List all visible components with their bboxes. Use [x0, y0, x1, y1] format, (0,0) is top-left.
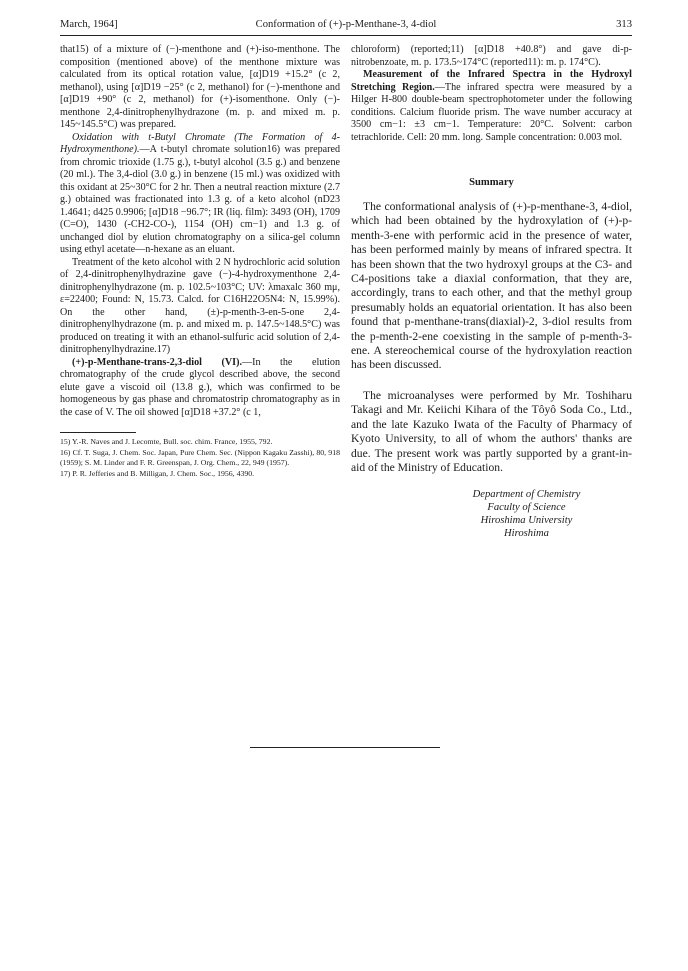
left-column [60, 44, 340, 479]
paragraph-chloroform-continuation: chloroform) (reported;11) [α]D18 +40.8°) and gave di-p-nitrobenzoate, m. p. 173.5~174°C (reported11): m. p. 174°C). [351, 44, 632, 68]
affiliation-university: Hiroshima University [480, 515, 573, 527]
paragraph-oxidation-body: —A t-butyl chromate solution16) was prepared from chromic trioxide (1.75 g.), t-butyl alcohol (3.5 g.) and benzene (20 ml.). The 3,4-diol (3.0 g.) in benzene (15 ml.) was oxidized with this oxidant at 25~30°C for 2 hr. Then a neutral reaction mixture (2.7 g.) obtained was fractionated into 1.3 g. of a keto alcohol (nD23 1.4641; d425 0.9906; [α]D18 −96.7°; IR (liq. film): 3493 (OH), 1709 (C=O), 1430 (-CH2-CO-), 1154 (OH) cm−1) and 1.3 g. of unchanged diol by elution chromatography on a silica-gel column using ethyl acetate—n-hexane as an eluant. [60, 144, 340, 255]
affiliation-city: Hiroshima [504, 528, 549, 540]
running-header [60, 19, 632, 36]
right-column [351, 44, 632, 540]
footnote-17: 17) P. R. Jefferies and B. Milligan, J. Chem. Soc., 1956, 4390. [60, 468, 255, 478]
header-article-title: Conformation of (+)-p-Menthane-3, 4-diol [255, 19, 437, 30]
paragraph-ir-measurement [351, 69, 632, 144]
footnote-16: 16) Cf. T. Suga, J. Chem. Soc. Japan, Pure Chem. Sec. (Nippon Kagaku Zasshi), 80, 918 (1959); S. M. Linder and F. R. Greenspan, J. Org. Chem., 22, 949 (1957). [60, 447, 340, 467]
paragraph-menthone-mixture: that15) of a mixture of (−)-menthone and (+)-iso-menthone. The composition (mentioned above) of the menthone mixture was calculated from its optical rotation value, [α]D19 +15.2° (c 2, methanol), using [α]D19 −25° (c 2, methanol) for (−)-menthone and [α]D19 +90° (c 2, methanol) for (+)-isomenthone. Only (−)-menthone 2,4-dinitrophenylhydrazone (m. p. and mixed m. p. 145~145.5°C) was prepared. [60, 44, 340, 130]
page-number: 313 [616, 19, 632, 30]
affiliation-faculty: Faculty of Science [487, 502, 566, 514]
footnote-rule [60, 432, 136, 433]
summary-heading: Summary [469, 177, 514, 188]
section-heading-ir-measurement: Measurement of the Infrared Spectra in the Hydroxyl Stretching Region. [351, 69, 632, 93]
article-end-rule [250, 747, 440, 748]
section-heading-trans-diol: (+)-p-Menthane-trans-2,3-diol (VI). [72, 356, 242, 368]
paragraph-keto-alcohol-treatment: Treatment of the keto alcohol with 2 N hydrochloric acid solution of 2,4-dinitrophenylhydrazine gave (−)-4-hydroxymenthone 2,4-dinitrophenylhydrazone (m. p. 102.5~103°C; UV: λmaxalc 360 mμ, ε=22400; Found: N, 15.73. Calcd. for C16H22O5N4: N, 15.99%). On the other hand, (±)-p-menth-3-en-5-one 2,4-dinitrophenylhydrazone (m. p. and mixed m. p. 147.5~148.5°C) was produced on treating it with an ethanol-sulfuric acid solution of 2,4-dinitrophenylhydrazine.17) [60, 256, 340, 355]
footnote-15: 15) Y.-R. Naves and J. Lecomte, Bull. soc. chim. France, 1955, 792. [60, 437, 273, 446]
header-issue-date: March, 1964] [60, 19, 118, 30]
paragraph-ir-measurement-body: —The infrared spectra were measured by a Hilger H-800 double-beam spectrophotometer under the following conditions. Calcium fluoride prism. The wave number accuracy at 3500 cm−1: ±3 cm−1. Temperature: 20°C. Solvent: carbon tetrachloride. Cell: 20 mm. long. Sample concentration: 0.003 mol. [351, 81, 632, 143]
paragraph-trans-diol [60, 357, 340, 420]
section-heading-oxidation: Oxidation with t-Butyl Chromate (The Formation of 4-Hydroxymenthone). [60, 131, 340, 155]
author-affiliation [351, 488, 632, 540]
paragraph-oxidation [60, 132, 340, 257]
acknowledgment-paragraph: The microanalyses were performed by Mr. Toshiharu Takagi and Mr. Keiichi Kihara of the Tôyô Soda Co., Ltd., and the late Kazuko Iwata of the Faculty of Pharmacy of Kyoto University, to all of whom the authors' thanks are due. The present work was partly supported by a grant-in-aid of the Ministry of Education. [351, 388, 632, 474]
paragraph-trans-diol-body: —In the elution chromatography of the crude glycol described above, the second elute gave a viscoid oil (13.8 g.), which was confirmed to be homogeneous by gas phase and chromatostrip chromatography as in the case of V. The oil showed [α]D18 +37.2° (c 1, [60, 356, 340, 418]
affiliation-department: Department of Chemistry [472, 489, 581, 501]
summary-paragraph: The conformational analysis of (+)-p-menthane-3, 4-diol, which had been obtained by the hydroxylation of (+)-p-menth-3-ene with performic acid in the presence of water, has been performed mainly by means of infrared spectra. It has been shown that the two hydroxyl groups at the C3- and C4-positions take a diaxial conformation, that they are, accordingly, trans to each other, and that the methyl group presumably holds an equatorial orientation. It has also been found that p-menthane-trans(diaxial)-2, 3-diol results from the p-menth-2-ene coexisting in the sample of p-menth-3-ene. A stereochemical course of the hydroxylation reaction has been discussed. [351, 200, 632, 372]
